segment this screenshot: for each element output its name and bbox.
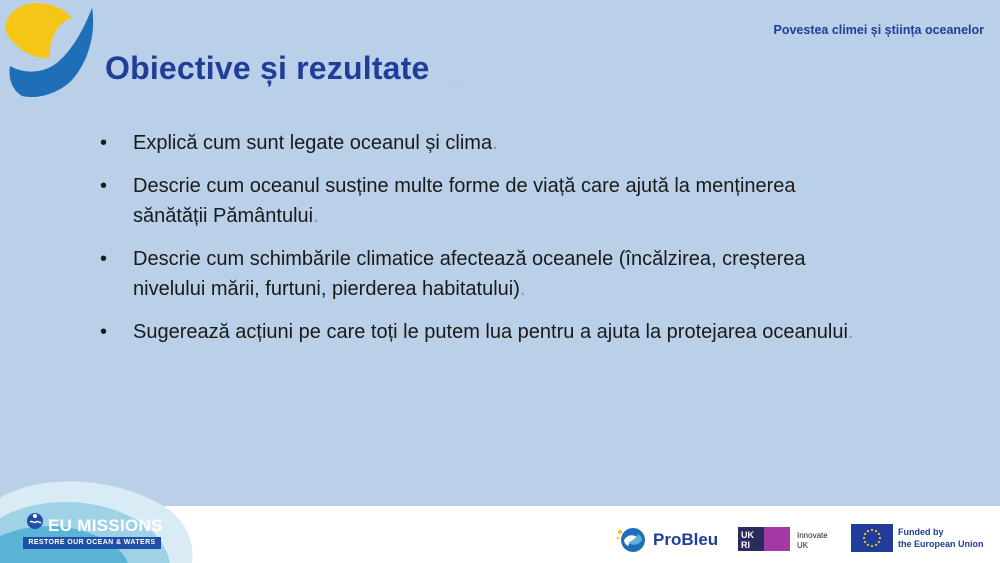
eu-missions-logo-text: EU MISSIONS	[48, 516, 163, 535]
list-item: • Descrie cum schimbările climatice afectează oceanele (încălzirea, creșterea nivelului mării, furtuni, pierderea habitatului).	[100, 244, 860, 304]
title-trailing-dots: ...	[447, 75, 463, 87]
brand-corner-logo	[0, 0, 100, 100]
ukri-logo-icon	[738, 525, 792, 553]
probleu-logo-text: ProBleu	[653, 530, 719, 549]
list-item-text: Descrie cum oceanul susține multe forme de viață care ajută la menținerea sănătății Pământului	[133, 175, 796, 227]
bullet-icon: •	[100, 132, 108, 154]
bullet-icon: •	[100, 321, 108, 343]
svg-text:RI: RI	[741, 540, 750, 550]
probleu-logo-icon	[616, 526, 650, 554]
funded-by-eu-label: Funded by the European Union	[898, 527, 984, 549]
list-item-text: Sugerează acțiuni pe care toți le putem lua pentru a ajuta la protejarea oceanului	[133, 321, 848, 343]
page-title: Obiective și rezultate	[105, 50, 430, 86]
bullet-icon: •	[100, 248, 108, 270]
list-item-text: Descrie cum schimbările climatice afectează oceanele (încălzirea, creșterea nivelului mării, furtuni, pierderea habitatului)	[133, 248, 806, 300]
list-item-text: Explică cum sunt legate oceanul și clima	[133, 132, 493, 154]
svg-text:UK: UK	[741, 530, 754, 540]
objectives-list	[100, 128, 860, 360]
eu-flag-icon	[851, 524, 893, 552]
bullet-icon: •	[100, 175, 108, 197]
presentation-tag: Povestea climei și știința oceanelor	[773, 23, 984, 37]
list-item: • Sugerează acțiuni pe care toți le putem lua pentru a ajuta la protejarea oceanului.	[100, 317, 860, 347]
eu-missions-drop-icon	[26, 510, 44, 532]
list-item: • Descrie cum oceanul susține multe forme de viață care ajută la menținerea sănătății Pământului.	[100, 171, 860, 231]
list-item: • Explică cum sunt legate oceanul și clima.	[100, 128, 860, 158]
innovate-uk-label: Innovate UK	[797, 531, 828, 550]
eu-missions-subtitle: RESTORE OUR OCEAN & WATERS	[23, 537, 161, 549]
